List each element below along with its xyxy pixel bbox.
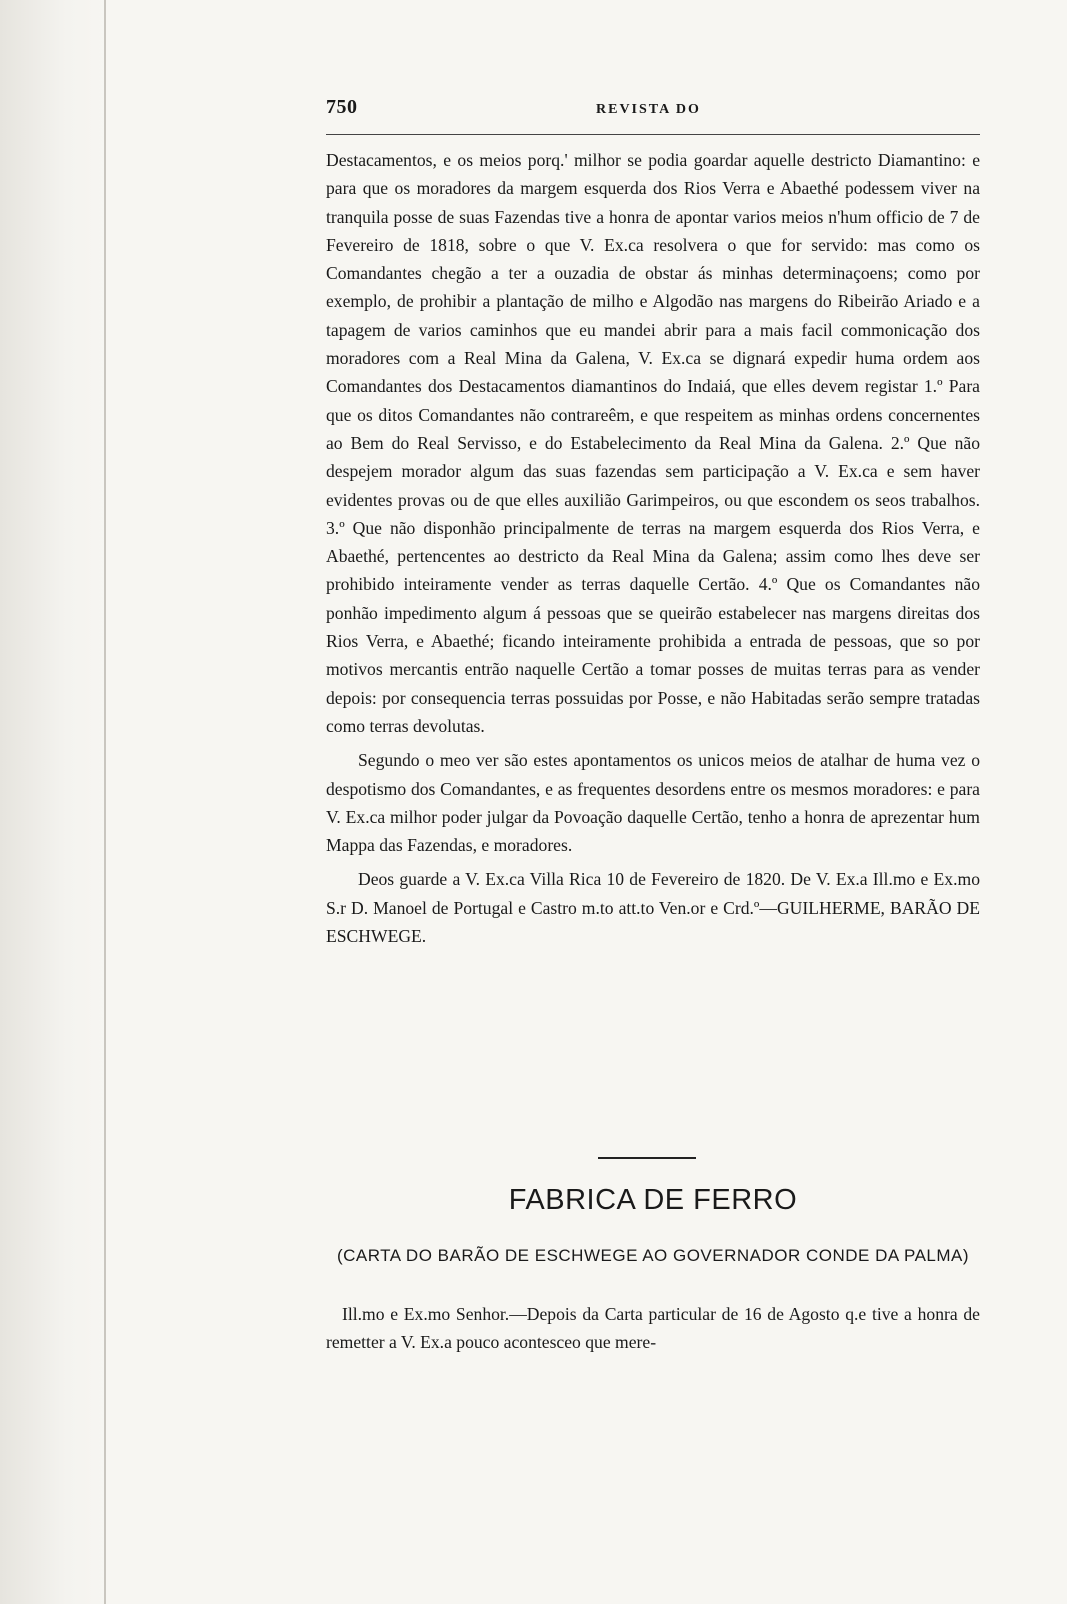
section-divider — [598, 1157, 696, 1159]
page-header — [326, 96, 978, 126]
paragraph-1: Destacamentos, e os meios porq.' milhor se podia goardar aquelle destricto Diamantino: e para que os moradores da margem esquerda dos Rios Verra e Abaethé podessem viver na tranquila posse de suas Fazendas tive a honra de apontar varios meios n'hum officio de 7 de Fevereiro de 1818, sobre o que V. Ex.ca resolvera o que for servido: mas como os Comandantes chegão a ter a ouzadia de obstar ás minhas determinaçoens; como por exemplo, de prohibir a plantação de milho e Algodão nas margens do Ribeirão Ariado e a tapagem de varios caminhos que eu mandei abrir para a mais facil commonicação dos moradores com a Real Mina da Galena, V. Ex.ca se dignará expedir huma ordem aos Comandantes dos Destacamentos diamantinos do Indaiá, que elles devem registar 1.º Para que os ditos Comandantes não contrareêm, e que respeitem as minhas ordens concernentes ao Bem do Real Servisso, e do Estabelecimento da Real Mina da Galena. 2.º Que não despejem morador algum das suas fazendas sem participação a V. Ex.ca e sem haver evidentes provas ou de que elles auxilião Garimpeiros, ou que escondem os seos trabalhos. 3.º Que não disponhão principalmente de terras na margem esquerda dos Rios Verra, e Abaethé, pertencentes ao destricto da Real Mina da Galena; assim como lhes deve ser prohibido inteiramente vender as terras daquelle Certão. 4.º Que os Comandantes não ponhão impedimento algum á pessoas que se queirão estabelecer nas margens direitas dos Rios Verra, e Abaethé; ficando inteiramente prohibida a entrada de pessoas, que so por motivos mercantis entrão naquelle Certão a tomar posses de muitas terras para as vender depois: por consequencia terras possuidas por Posse, e não Habitadas serão sempre tratadas como terras devolutas. — [326, 150, 980, 736]
section-title: FABRICA DE FERRO — [508, 1184, 798, 1216]
paragraph-3-closing: Deos guarde a V. Ex.ca Villa Rica 10 de Fevereiro de 1820. De V. Ex.a Ill.mo e Ex.mo S.r D. Manoel de Portugal e Castro m.to att.to Ven.or e Crd.º—GUILHERME, BARÃO DE ESCHWEGE. — [326, 869, 980, 947]
letter-opening: Ill.mo e Ex.mo Senhor.—Depois da Carta particular de 16 de Agosto q.e tive a honra de remetter a V. Ex.a pouco acontesceo que mere- — [326, 1304, 980, 1353]
running-head: REVISTA DO — [596, 102, 701, 117]
letter-text — [326, 1300, 980, 1357]
page-number: 750 — [326, 96, 358, 118]
section-subtitle: (CARTA DO BARÃO DE ESCHWEGE AO GOVERNADOR CONDE DA PALMA) — [336, 1246, 970, 1265]
header-rule — [326, 134, 980, 135]
main-text — [326, 146, 980, 950]
binding-edge — [104, 0, 106, 1604]
paragraph-2: Segundo o meo ver são estes apontamentos os unicos meios de atalhar de huma vez o despotismo dos Comandantes, e as frequentes desordens entre os mesmos moradores: e para V. Ex.ca milhor poder julgar da Povoação daquelle Certão, tenho a honra de aprezentar hum Mappa das Fazendas, e moradores. — [326, 750, 980, 856]
binding-gutter — [0, 0, 110, 1604]
